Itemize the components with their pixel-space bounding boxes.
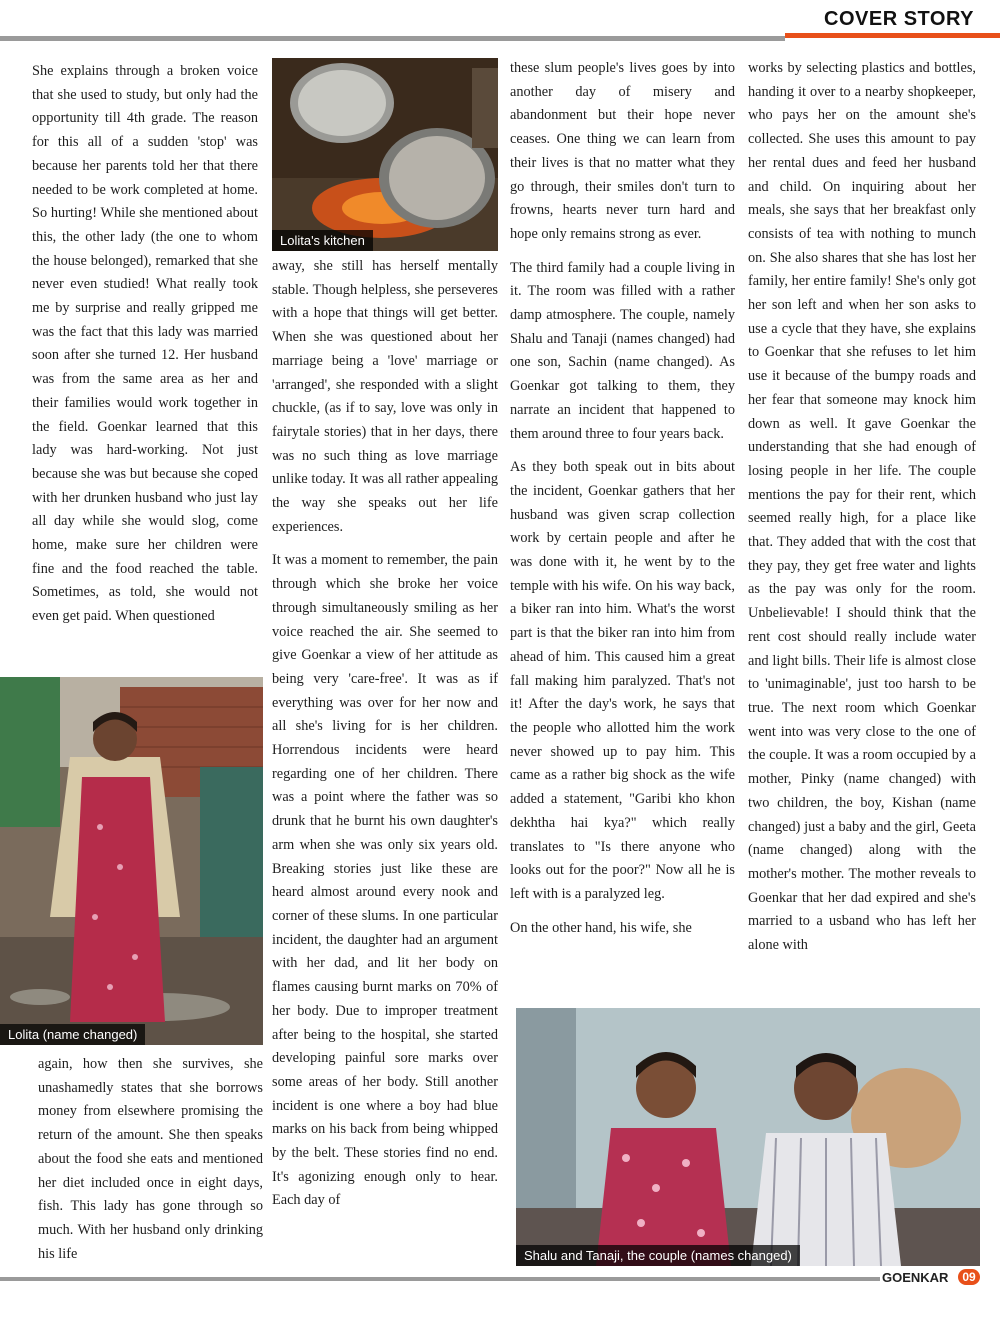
- paragraph: The third family had a couple living in it. The room was filled with a rather damp atmosphere. The couple, namely Shalu and Tanaji (names changed) had one son, Sachin (name changed). As Goenkar got talking to them, they narrate an incident that happened to them around three to four years back.: [510, 259, 735, 442]
- lolita-image: [0, 677, 263, 1045]
- photo-caption: Lolita's kitchen: [272, 230, 373, 251]
- photo-couple: [516, 1008, 980, 1266]
- column-2: [272, 255, 498, 1213]
- paragraph: She explains through a broken voice that she used to study, but only had the opportunity till 4th grade. The reason for this all of a sudden 'stop' was because her parents told her that there needed to be work completed at home. So hurting! While she mentioned about this, the other lady (the one to whom the house belonged), remarked that she never even studied! What really took me by surprise and really gripped me was the fact that this lady was married soon after she turned 12. Her husband was from the same area as her and their families would work together in the field. Goenkar learned that this lady was hard-working. Not just because she was but because she coped with her drunken husband who just lay all day while she would slog, come home, make sure her children were fine and the food reached the table. Sometimes, as told, she would not even get paid. When questioned: [32, 63, 258, 625]
- magazine-name: GOENKAR: [882, 1270, 949, 1285]
- paragraph: these slum people's lives goes by into another day of misery and abandonment but their hope never ceases. One thing we can learn from their lives is that no matter what they go through, their smiles don't turn to frowns, hearts never turn hard and hope only remains strong as ever.: [510, 60, 735, 242]
- paragraph: works by selecting plastics and bottles, handing it over to a nearby shopkeeper, who pays her on the amount she's collected. She uses this amount to pay her rental dues and feed her husband and child. On inquiring about her meals, she says that her breakfast only consists of tea with nothing to munch on. She also shares that she has lost her family, her entire family! She's only got her son left and when her son asks to use a cycle that they have, she explains to Goenkar that she refuses to let him use it because of the bumpy roads and her fear that someone may knock him down as well. It gave Goenkar the understanding that she had enough of losing people in her life. The couple mentions the pay for their rent, which seemed really high, for a place like that. They added that with the cost that they pay, they get free water and lights as the pay was only for the room. Unbelievable! I should think that the rent cost should really include water and light bills. Their life is almost close to 'unimaginable', just too harsh to be true. The next room which Goenkar went into was very close to the one of the couple. It was a room occupied by a mother, Pinky (name changed) with two children, the boy, Kishan (name changed) just a baby and the girl, Geeta (name changed) along with the mother's mother. The mother reveals to Goenkar that her dad expired and she's married to a usband who has left her alone with: [748, 60, 976, 954]
- paragraph: away, she still has herself mentally stable. Though helpless, she perseveres with a hope that things will get better. When she was questioned about her marriage being a 'love' marriage or 'arranged', she responded with a slight chuckle, (as if to say, love was only in fairytale stories) that in her days, there was no such thing as love marriage unlike today. It was all rather appealing the way she speaks out her life experiences.: [272, 258, 498, 535]
- photo-caption: Shalu and Tanaji, the couple (names changed): [516, 1245, 800, 1266]
- column-3: [510, 57, 735, 940]
- photo-caption: Lolita (name changed): [0, 1024, 145, 1045]
- page-number: 09: [958, 1269, 980, 1285]
- column-1-bottom: [38, 1053, 263, 1266]
- footer-rule: [0, 1277, 880, 1281]
- column-1-top: [32, 60, 258, 629]
- column-4: [748, 57, 976, 958]
- paragraph: As they both speak out in bits about the incident, Goenkar gathers that her husband was given scrap collection work by certain people and after he was done with it, he went by to the temple with his wife. On his way back, a biker ran into him. What's the worst part is that the biker ran into him from ahead of him. This caused him a great fall making him paralyzed. That's not it! After the day's work, he says that the people who allotted him the work never showed up to pay him. This came as a rather big shock as the wife added a statement, "Garibi kho khon dekhtha hai kya?" which really translates to "Is there anyone who looks out for the poor?" Now all he is left with is a paralyzed leg.: [510, 459, 735, 902]
- photo-lolita: [0, 677, 263, 1045]
- header-rule: [0, 36, 785, 41]
- paragraph: On the other hand, his wife, she: [510, 919, 692, 936]
- couple-image: [516, 1008, 980, 1266]
- photo-kitchen: [272, 58, 498, 251]
- paragraph: again, how then she survives, she unashamedly states that she borrows money from elsewhere promising the return of the amount. She then speaks about the food she eats and mentioned her diet included once in eight days, fish. This lady has gone through so much. With her husband only drinking his life: [38, 1056, 263, 1262]
- section-title: COVER STORY: [824, 8, 974, 30]
- paragraph: It was a moment to remember, the pain through which she broke her voice through simultaneously smiling as her voice reached the air. She seemed to give Goenkar a view of her attitude as being very 'care-free'. It was as if everything was over for her now and all she's living for is her children. Horrendous incidents were heard regarding one of her children. There was a point where the father was so drunk that he burnt his own daughter's arm when she was only six years old. Breaking stories just like these are heard almost around every nook and corner of these slums. In one particular incident, the daughter had an argument with her dad, and lit her body on flames causing burnt marks on 70% of her body. Due to improper treatment after being to the hospital, she started developing painful sore marks over some areas of her body. Still another incident is one where a boy had blue marks on his back from being whipped by the belt. These stories find no end. It's agonizing enough only to hear. Each day of: [272, 552, 498, 1209]
- header-rule-accent: [785, 33, 1000, 38]
- kitchen-image: [272, 58, 498, 251]
